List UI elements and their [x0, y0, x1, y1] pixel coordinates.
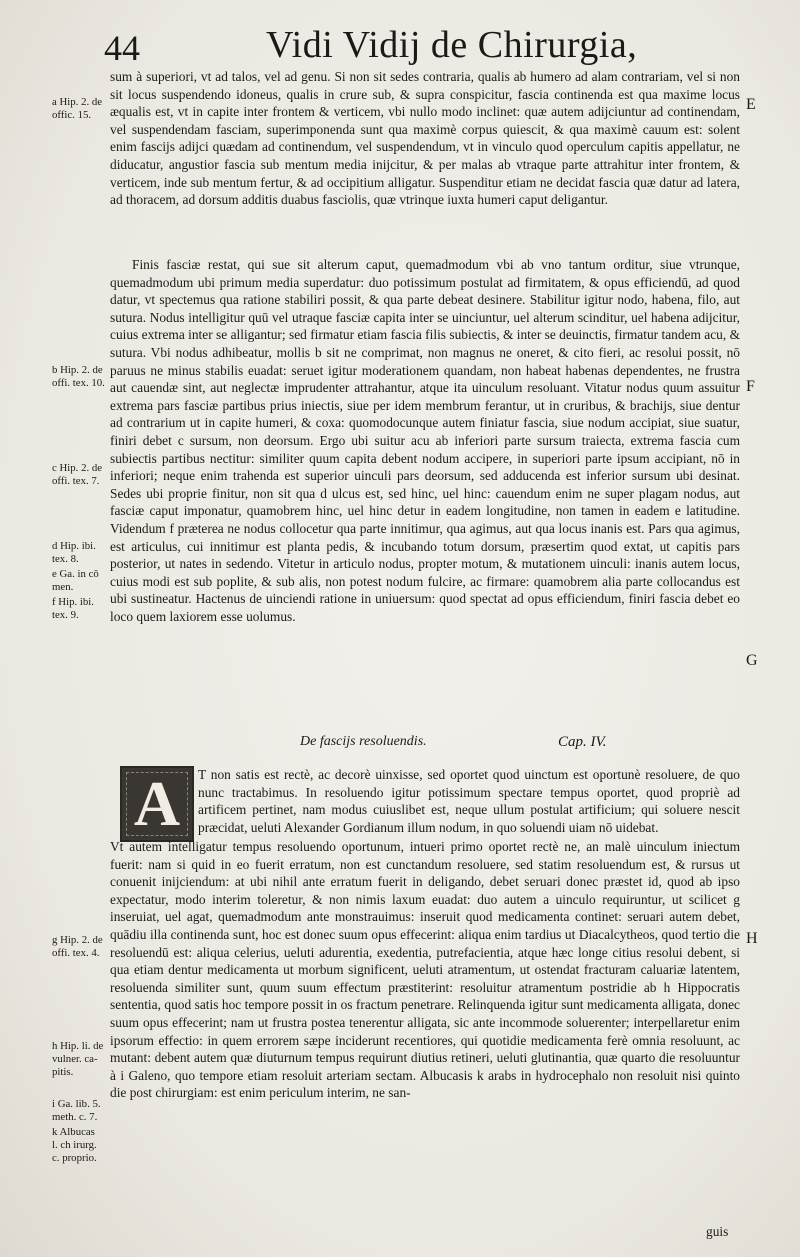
chapter-label: Cap. IV. — [558, 734, 607, 750]
margin-letter: E — [746, 96, 756, 113]
drop-cap-ornament — [120, 766, 194, 842]
catchword: guis — [706, 1224, 729, 1239]
margin-letter: H — [746, 930, 758, 947]
marginal-note: i Ga. lib. 5. meth. c. 7. — [52, 1098, 101, 1123]
marginal-note: k Albucas l. ch irurg. c. proprio. — [52, 1126, 97, 1164]
page-number: 44 — [104, 28, 140, 68]
paragraph-finis-fasciae: Finis fasciæ restat, qui sue sit alterum caput, quemadmodum vbi ab vno tantum orditur, siue vtrunque, quemadmodum ubi primum media superdatur: duo potissimum postulat ad firmitatem, & opus efficiendū, ad quod datur, vt spectemus qua ratione stabiliri possit, & qua parte debeat desinere. Stabilitur igitur nodo, habena, filo, aut sutura. Nodus intelligitur quū vel utraque fasciæ capita inter se uinciuntur, uel alterum scinditur, uel habena adijcitur, cuius extrema inter se alligantur; sed firmatur etiam fascia filis subiectis, & inter se deuinctis, firmatur tandem acu, & sutura. Vbi nodus adhibeatur, mollis b sit ne comprimat, non magnus ne oneret, & cito fieri, ac resolui possit, nō paruus ne minus stabilis euadat: seruet igitur moderationem quandam, non habeat habenas dependentes, ne frustra aut cauendæ sint, aut neglectæ imprudenter attrahantur, atque ita uinculum resoluant. Vitatur nodus quum assuitur extrema pars fasciæ partibus prius iniectis, siue per idem membrum ferantur, ut in cruribus, & brachijs, siue dentur ad contrarium ut in capite humeri, & coxa: quomodocunque autem finiatur fascia, siue nodum accipiat, siue suatur, finiri debet c sursum, non deorsum. Ergo ubi suitur acu ab inferiori parte sursum traiecta, extrema fascia cum subiectis partibus nectitur: similiter quum capita debent nodum accipere, in superiori parte ipsum accipiant, nō in inferiori; neque enim trahenda est superior uinculi pars deorsum, sed adducenda est inferior sursum ubi desinat. Sedes ubi proprie finitur, non sit qua d ulcus est, sed hinc, uel hinc: cauendum enim ne super plagam nodus, aut fasciæ caput imponatur, quamobrem hinc, uel hinc detur in eadem longitudine, non tamen in eadem e latitudine. Videndum f præterea ne nodus collocetur qua parte innitimur, qua agimus, aut qua locus inanis est. Pars qua agimus, est articulus, cui innitimur est planta pedis, & incubando totum dorsum, præsertim quod extat, ut capitis pars posterior, ut nates in sedendo. Vitetur in articulo nodus, propter motum, & mutationem uinculi: inanis autem locus, cuius modi est sub poplite, & sub alis, non potest nodum fulcire, ac firmare: quamobrem alia parte collocandus est ubi sustineatur. Hactenus de uinciendi ratione in uniuersum: quod spectat ad opus efficiendum, finiri fascia debet eo loco quem laxiorem esse uolumus. — [110, 257, 740, 624]
paragraph-continuation: sum à superiori, vt ad talos, vel ad genu. Si non sit sedes contraria, qualis ab humero ad alam contrariam, vel si non sit locus suspendendo idoneus, qualis in crure sub, & supra conspicitur, fascia continenda est qua maxime locus æqualis est, vt in capite inter frontem & verticem, vbi nullo modo inclinet: quæ autem adijciuntur ad continendam, vel suspendendam fasciam, superimponenda sunt qua maximè corpus quiescit, & qua maximè cauum est: solent enim fascijs adijci quædam ad continendum, vel suspendendum, vt in vinculo quod operculum capitis appellatur, ne diducatur, angustior fascia sub mentum media inijcitur, & per malas ab vtraque parte attrahitur inter frontem, & verticem, inde sub mentum fertur, & ad occipitium alligatur. Suspenditur etiam ne decidat fascia quæ datur ad latera, ad thoracem, ad dorsum additis duabus fasciolis, quæ vtrinque iuxta humeri caput deligantur. — [110, 69, 740, 208]
margin-letter: F — [746, 378, 755, 395]
drop-cap-letter: A — [133, 768, 181, 839]
marginal-note: d Hip. ibi. tex. 8. — [52, 540, 96, 565]
running-title: Vidi Vidij de Chirurgia, — [266, 24, 638, 66]
chapter-title: De fascijs resoluendis. — [300, 734, 427, 749]
chapter-opening-lines: T non satis est rectè, ac decorè uinxisse, sed oportet quod uinctum est oportunè resoluere, de quo nunc tractabimus. In resoluendo igitur potissimum spectare tempus oportet, quod propriè ad artificem pertinet, nam modus cuiuslibet est, neque ullum postulat artificium; qui soluere nescit præcidat, ueluti Alexander Gordianum illum nodum, in quo soluendi uiam nō uidebat. — [198, 767, 740, 835]
marginal-note: a Hip. 2. de offic. 15. — [52, 96, 103, 121]
paragraph-chapter-text: Vt autem intelligatur tempus resoluendo oportunum, intueri primo oportet rectè ne, an malè uinculum iniectum fuerit: nam si quid in eo fuerit erratum, non est cunctandum resoluere, sed statim resoluendum est, & rursus ut conuenit inijciendum: at ubi nihil ante erratum fuerit in deligando, debet seruari donec præstet id, quod ab ipso expectatur, modo interim toleretur, & non nimis laxum euadat: duo autem a uinculo requiruntur, ut scilicet g inseruiat, uel agat, quemadmodum ante monstrauimus: inseruit quod medicamenta continet: seruari autem debet, quādiu illa continenda sunt, hoc est donec suum opus effecerint: aliqua enim tardius ut Diacalcytheos, quod tertio die resoluendū est: aliqua celerius, ueluti adurentia, exedentia, putrefacientia, atque hæc longe citius resolui debent, si qua etiam dentur medicamenta ut morbum significent, ueluti atramentum, ut ostendat fracturam caluariæ latentem, resoluenda similiter sunt, quum suum effectum præstiterint: resoluitur atramentum postridie ab h Hippocratis sententia, quod satis hoc tempore possit in os fractum penetrare. Relinquenda igitur sunt medicamenta alligata, donec suum opus effecerint; nam ut frustra postea tenerentur alligata, sic ante incommode soluerenter; interpellaretur enim ipsorum effectio: in quem errorem sæpe inciderunt recentiores, qui quotidie medicamenta ferè omnia resoluunt, ac mutant: debent autem quæ diuturnum tempus requirunt diutius retineri, ueluti glutinantia, quæ quarto die resoluuntur à i Galeno, quo tempore etiam resoluit arteriam sectam. Albucasis k arabs in hydrocephalo non resoluit nisi quinto die post chirurgiam: est enim periculum interim, ne san- — [110, 839, 740, 1101]
marginal-note: f Hip. ibi. tex. 9. — [52, 596, 94, 621]
margin-letter: G — [746, 652, 758, 669]
marginal-note: c Hip. 2. de offi. tex. 7. — [52, 462, 103, 487]
marginal-note: b Hip. 2. de offi. tex. 10. — [52, 364, 105, 389]
marginal-note: h Hip. li. de vulner. ca- pitis. — [52, 1040, 104, 1078]
marginal-note: g Hip. 2. de offi. tex. 4. — [52, 934, 103, 959]
marginal-note: e Ga. in cō men. — [52, 568, 99, 593]
